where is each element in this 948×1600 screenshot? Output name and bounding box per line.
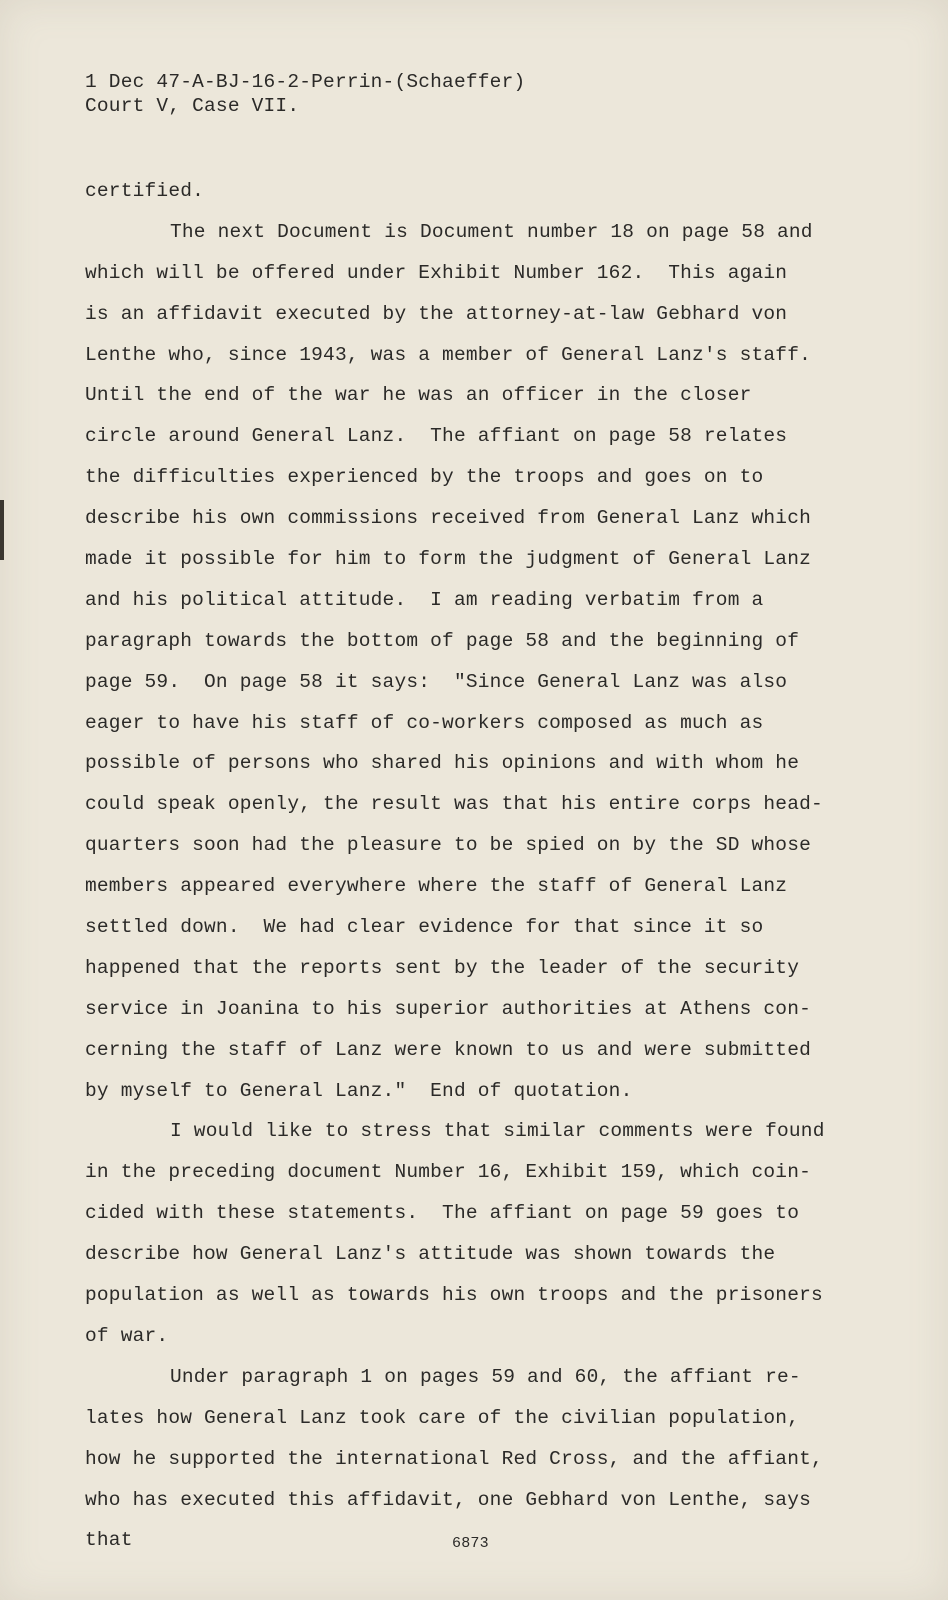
body-line: could speak openly, the result was that his entire corps head- [85,793,823,816]
header-line-1: 1 Dec 47-A-BJ-16-2-Perrin-(Schaeffer) [85,71,526,93]
body-line: circle around General Lanz. The affiant on page 58 relates [85,425,788,448]
body-line: who has executed this affidavit, one Gebhard von Lenthe, says [85,1488,812,1511]
body-line: by myself to General Lanz." End of quotation. [85,1079,633,1102]
body-line: and his political attitude. I am reading verbatim from a [85,588,764,611]
body-line: that [85,1529,133,1552]
body-line: members appeared everywhere where the staff of General Lanz [85,875,788,898]
body-line: how he supported the international Red Cross, and the affiant, [85,1447,823,1470]
body-line: happened that the reports sent by the leader of the security [85,956,800,979]
body-line: certified. [85,180,205,202]
body-line: page 59. On page 58 it says: "Since General Lanz was also [85,670,788,693]
body-line: paragraph towards the bottom of page 58 and the beginning of [85,629,800,652]
body-line: I would like to stress that similar comments were found [170,1120,825,1143]
body-line: made it possible for him to form the judgment of General Lanz [85,548,812,571]
body-line: population as well as towards his own troops and the prisoners [85,1284,823,1307]
body-line: The next Document is Document number 18 on page 58 and [170,220,813,243]
header-line-2: Court V, Case VII. [85,95,300,117]
body-line: possible of persons who shared his opinions and with whom he [85,752,800,775]
document-header [85,70,525,118]
body-line: settled down. We had clear evidence for that since it so [85,916,764,939]
body-line: quarters soon had the pleasure to be spied on by the SD whose [85,834,812,857]
body-line: lates how General Lanz took care of the civilian population, [85,1406,800,1429]
body-line: cided with these statements. The affiant on page 59 goes to [85,1202,800,1225]
document-body [85,171,865,1561]
body-line: describe how General Lanz's attitude was shown towards the [85,1243,776,1266]
body-line: Under paragraph 1 on pages 59 and 60, the affiant re- [170,1365,801,1388]
body-line: cerning the staff of Lanz were known to us and were submitted [85,1038,812,1061]
body-line: eager to have his staff of co-workers composed as much as [85,711,764,734]
body-line: which will be offered under Exhibit Number 162. This again [85,261,788,284]
page-number: 6873 [452,1535,489,1552]
body-line: service in Joanina to his superior authorities at Athens con- [85,997,812,1020]
page-edge-mark [0,500,4,560]
body-line: describe his own commissions received from General Lanz which [85,507,812,530]
body-line: in the preceding document Number 16, Exhibit 159, which coin- [85,1161,812,1184]
body-line: is an affidavit executed by the attorney-at-law Gebhard von [85,302,788,325]
body-line: Until the end of the war he was an officer in the closer [85,384,752,407]
body-line: of war. [85,1324,169,1347]
body-line: Lenthe who, since 1943, was a member of General Lanz's staff. [85,343,812,366]
body-line: the difficulties experienced by the troops and goes on to [85,466,764,489]
